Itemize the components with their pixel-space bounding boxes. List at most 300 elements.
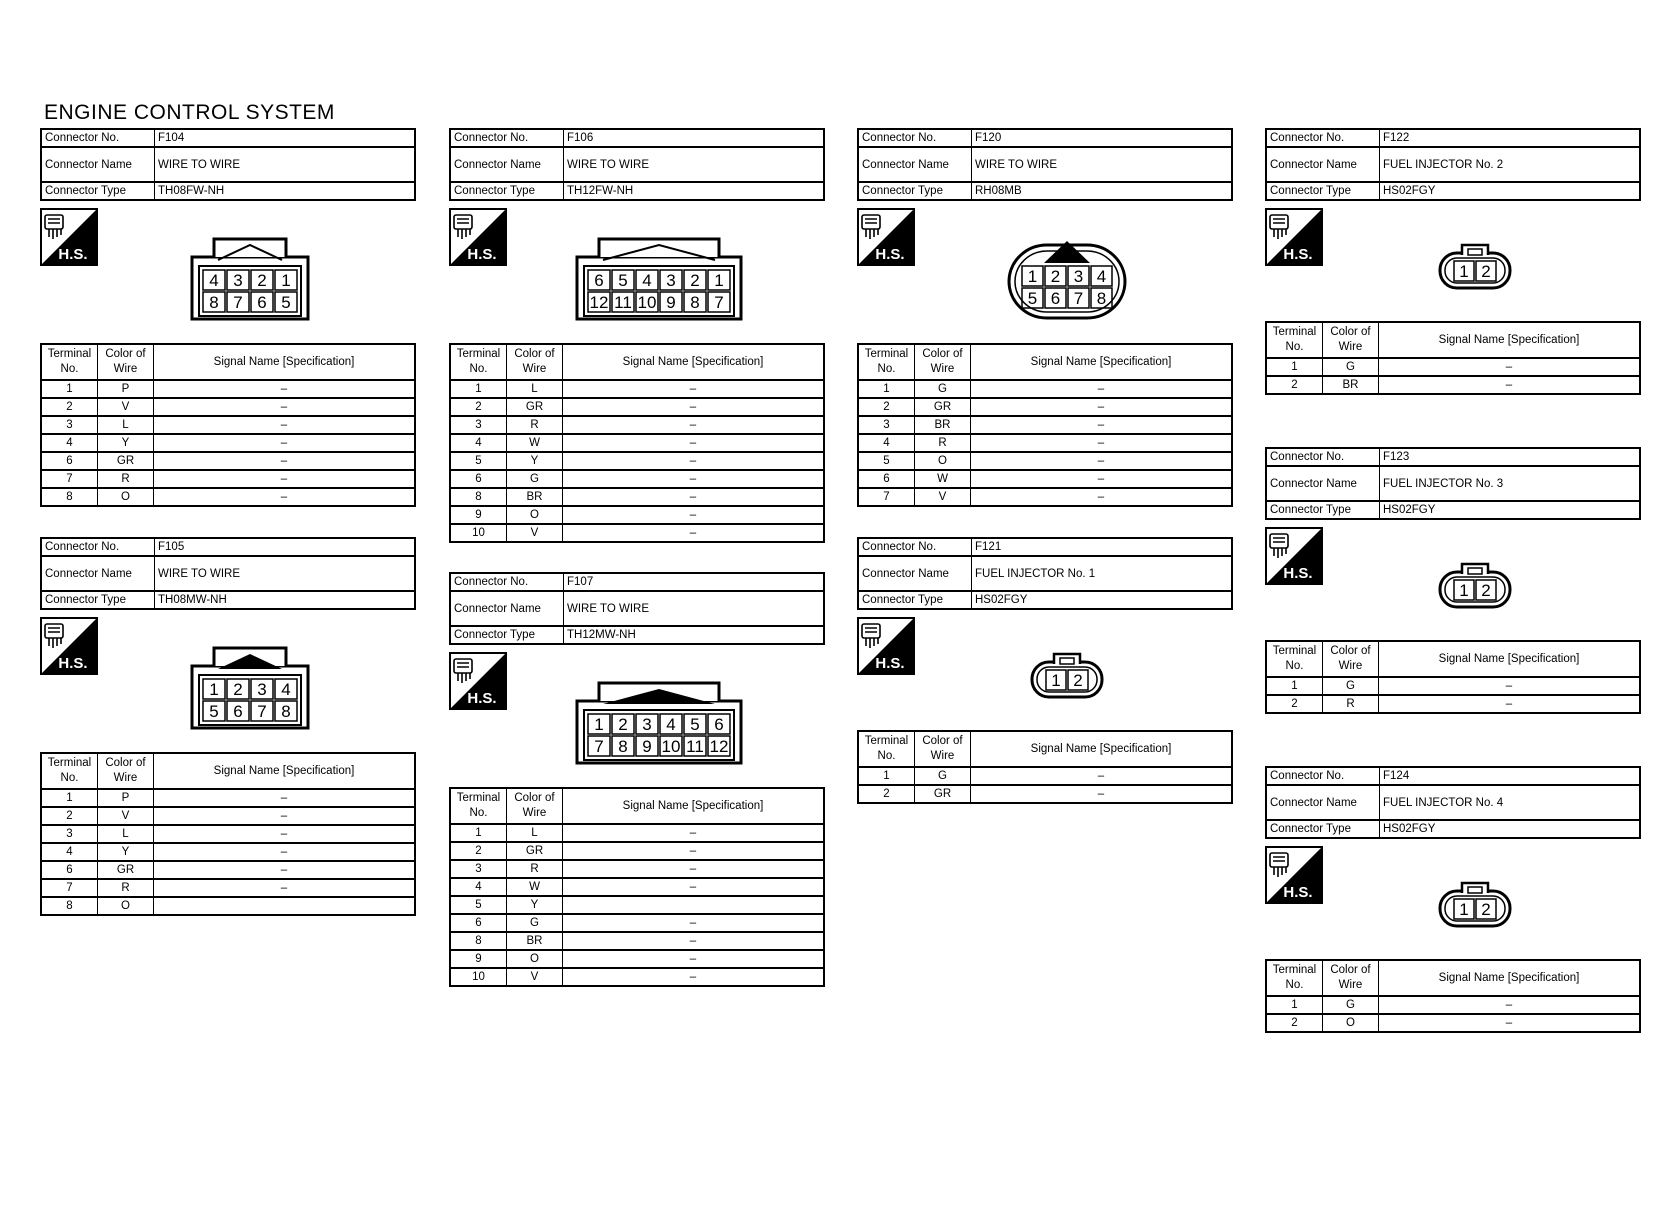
signal-name: –	[154, 879, 416, 897]
terminal-row	[1266, 358, 1640, 376]
wire-color: V	[507, 524, 563, 542]
wire-color: G	[915, 767, 971, 785]
terminal-no: 1	[1266, 358, 1323, 376]
header-value-no: F105	[155, 538, 416, 556]
terminal-row	[450, 524, 824, 542]
terminal-row	[858, 416, 1232, 434]
signal-name-header: Signal Name [Specification]	[1379, 322, 1641, 358]
terminal-row	[858, 470, 1232, 488]
signal-name: –	[563, 932, 825, 950]
pin-number: 4	[1096, 267, 1107, 286]
wire-color: GR	[915, 785, 971, 803]
terminal-no: 2	[858, 785, 915, 803]
connector-block-f107	[449, 572, 825, 987]
pin-number: 3	[233, 271, 243, 290]
pin-number: 3	[666, 271, 676, 290]
connector-block-f106	[449, 128, 825, 543]
pin-number: 8	[1096, 289, 1107, 308]
header-value-no: F122	[1380, 129, 1641, 147]
signal-name: –	[971, 416, 1233, 434]
wire-color: G	[1323, 996, 1379, 1014]
pin-number: 6	[233, 702, 243, 721]
header-value-name: FUEL INJECTOR No. 1	[972, 556, 1233, 591]
connector-header-table	[449, 572, 825, 645]
header-row	[1266, 182, 1640, 200]
signal-name: –	[971, 767, 1233, 785]
color-of-wire-header: Color of Wire	[915, 344, 971, 380]
header-row	[41, 147, 415, 182]
header-value-type: TH12MW-NH	[564, 626, 825, 644]
hs-label: H.S.	[467, 690, 497, 707]
signal-name	[563, 896, 825, 914]
terminal-row	[450, 860, 824, 878]
header-row	[858, 556, 1232, 591]
terminal-no: 6	[41, 452, 98, 470]
terminal-row	[450, 932, 824, 950]
signal-name-header: Signal Name [Specification]	[1379, 641, 1641, 677]
connector-header-table	[449, 128, 825, 201]
wire-color: O	[98, 488, 154, 506]
terminal-row	[41, 398, 415, 416]
header-value-type: TH12FW-NH	[564, 182, 825, 200]
pin-number: 5	[1027, 289, 1038, 308]
pin-number: 2	[257, 271, 267, 290]
header-value-type: HS02FGY	[1380, 501, 1641, 519]
header-value-type: HS02FGY	[1380, 182, 1641, 200]
terminal-no: 4	[858, 434, 915, 452]
header-value-type: TH08FW-NH	[155, 182, 416, 200]
wire-color: V	[98, 398, 154, 416]
terminal-table	[857, 343, 1233, 507]
terminal-row	[1266, 677, 1640, 695]
pin-number: 1	[209, 680, 219, 699]
terminal-no: 10	[450, 524, 507, 542]
terminal-no: 4	[41, 434, 98, 452]
header-label: Connector Type	[858, 182, 972, 200]
header-row	[1266, 785, 1640, 820]
signal-name: –	[154, 452, 416, 470]
terminal-no: 1	[1266, 996, 1323, 1014]
header-row	[450, 147, 824, 182]
header-row	[1266, 767, 1640, 785]
wire-color: G	[507, 470, 563, 488]
terminal-no: 9	[450, 506, 507, 524]
pin-number: 4	[281, 680, 291, 699]
pin-number: 2	[618, 715, 628, 734]
header-label: Connector No.	[41, 538, 155, 556]
wire-color: R	[507, 416, 563, 434]
hs-label: H.S.	[875, 246, 905, 263]
signal-name: –	[563, 380, 825, 398]
connector-header-table	[40, 128, 416, 201]
wire-color: GR	[507, 398, 563, 416]
terminal-no-header: Terminal No.	[41, 753, 98, 789]
terminal-no: 4	[450, 434, 507, 452]
pin-number: 5	[281, 293, 291, 312]
wire-color: R	[98, 879, 154, 897]
terminal-no-header: Terminal No.	[858, 344, 915, 380]
pin-number: 4	[666, 715, 676, 734]
terminal-no: 5	[450, 896, 507, 914]
terminal-row	[41, 380, 415, 398]
signal-name-header: Signal Name [Specification]	[1379, 960, 1641, 996]
header-row	[1266, 147, 1640, 182]
pin-number: 7	[1073, 289, 1084, 308]
terminal-row	[41, 416, 415, 434]
signal-name: –	[563, 416, 825, 434]
header-label: Connector Type	[1266, 501, 1380, 519]
header-label: Connector Type	[858, 591, 972, 609]
signal-name-header: Signal Name [Specification]	[154, 753, 416, 789]
header-row	[450, 626, 824, 644]
signal-name: –	[563, 914, 825, 932]
signal-name: –	[563, 878, 825, 896]
color-of-wire-header: Color of Wire	[507, 788, 563, 824]
pin-number: 3	[1073, 267, 1084, 286]
header-value-type: HS02FGY	[972, 591, 1233, 609]
header-label: Connector Type	[450, 182, 564, 200]
header-label: Connector Name	[450, 147, 564, 182]
pin-number: 8	[281, 702, 291, 721]
signal-name: –	[154, 434, 416, 452]
connector-figure	[40, 610, 416, 752]
terminal-table	[857, 730, 1233, 804]
terminal-no: 1	[858, 767, 915, 785]
header-value-no: F120	[972, 129, 1233, 147]
connector-figure	[40, 201, 416, 343]
pin-number: 7	[594, 737, 604, 756]
header-value-name: FUEL INJECTOR No. 2	[1380, 147, 1641, 182]
hs-label: H.S.	[58, 246, 88, 263]
wire-color: O	[1323, 1014, 1379, 1032]
terminal-no: 7	[858, 488, 915, 506]
header-label: Connector Type	[41, 182, 155, 200]
terminal-no: 6	[450, 470, 507, 488]
pin-number: 12	[589, 293, 609, 312]
header-row	[858, 182, 1232, 200]
pin-number: 6	[714, 715, 724, 734]
wire-color: L	[507, 380, 563, 398]
signal-name-header: Signal Name [Specification]	[971, 344, 1233, 380]
terminal-row	[858, 398, 1232, 416]
header-value-type: HS02FGY	[1380, 820, 1641, 838]
connector-face-diagram	[1029, 650, 1105, 700]
header-label: Connector No.	[1266, 448, 1380, 466]
header-row	[41, 538, 415, 556]
terminal-no: 2	[858, 398, 915, 416]
header-label: Connector No.	[450, 573, 564, 591]
header-value-name: WIRE TO WIRE	[155, 147, 416, 182]
pin-number: 5	[690, 715, 700, 734]
terminal-table	[449, 343, 825, 543]
terminal-no-header: Terminal No.	[858, 731, 915, 767]
connector-block-f122	[1265, 128, 1641, 395]
terminal-row	[858, 380, 1232, 398]
header-label: Connector No.	[41, 129, 155, 147]
color-of-wire-header: Color of Wire	[98, 753, 154, 789]
pin-number: 2	[1073, 671, 1083, 690]
signal-name: –	[971, 452, 1233, 470]
terminal-no: 3	[858, 416, 915, 434]
terminal-row	[41, 470, 415, 488]
wire-color: GR	[507, 842, 563, 860]
terminal-row	[41, 434, 415, 452]
terminal-no: 1	[41, 380, 98, 398]
pin-number: 1	[594, 715, 604, 734]
wire-color: G	[1323, 358, 1379, 376]
terminal-no: 8	[41, 897, 98, 915]
header-value-name: WIRE TO WIRE	[155, 556, 416, 591]
wire-color: O	[507, 506, 563, 524]
pin-number: 7	[714, 293, 724, 312]
signal-name: –	[154, 470, 416, 488]
color-of-wire-header: Color of Wire	[1323, 641, 1379, 677]
pin-number: 2	[1481, 262, 1491, 281]
header-value-type: RH08MB	[972, 182, 1233, 200]
harness-side-icon	[857, 208, 915, 266]
header-label: Connector No.	[1266, 767, 1380, 785]
terminal-row	[450, 470, 824, 488]
terminal-header-row	[1266, 960, 1640, 996]
pin-number: 7	[257, 702, 267, 721]
terminal-no: 1	[858, 380, 915, 398]
header-value-no: F124	[1380, 767, 1641, 785]
wire-color: BR	[915, 416, 971, 434]
header-row	[450, 591, 824, 626]
wire-color: G	[915, 380, 971, 398]
pin-number: 10	[637, 293, 657, 312]
terminal-no: 4	[41, 843, 98, 861]
hs-label: H.S.	[875, 655, 905, 672]
connector-face-diagram	[1006, 235, 1128, 321]
wire-color: P	[98, 380, 154, 398]
page-title: ENGINE CONTROL SYSTEM	[44, 101, 335, 124]
harness-side-icon	[1265, 846, 1323, 904]
harness-side-icon	[1265, 208, 1323, 266]
terminal-no: 3	[41, 416, 98, 434]
pin-number: 1	[1027, 267, 1038, 286]
signal-name: –	[563, 506, 825, 524]
terminal-no-header: Terminal No.	[450, 344, 507, 380]
terminal-no-header: Terminal No.	[1266, 322, 1323, 358]
signal-name: –	[154, 488, 416, 506]
pin-number: 8	[690, 293, 700, 312]
color-of-wire-header: Color of Wire	[507, 344, 563, 380]
header-value-no: F107	[564, 573, 825, 591]
terminal-row	[450, 398, 824, 416]
connector-face-diagram	[1437, 241, 1513, 291]
connector-face-diagram	[1437, 560, 1513, 610]
terminal-no: 10	[450, 968, 507, 986]
signal-name: –	[1379, 1014, 1641, 1032]
wire-color: R	[1323, 695, 1379, 713]
header-row	[450, 573, 824, 591]
terminal-row	[450, 968, 824, 986]
pin-number: 2	[1050, 267, 1061, 286]
wire-color: GR	[98, 861, 154, 879]
harness-side-icon	[857, 617, 915, 675]
signal-name: –	[1379, 695, 1641, 713]
terminal-row	[858, 488, 1232, 506]
header-label: Connector Type	[1266, 182, 1380, 200]
header-row	[858, 147, 1232, 182]
terminal-no-header: Terminal No.	[1266, 641, 1323, 677]
wire-color: O	[915, 452, 971, 470]
pin-number: 3	[257, 680, 267, 699]
terminal-row	[41, 452, 415, 470]
terminal-table	[1265, 321, 1641, 395]
terminal-row	[450, 452, 824, 470]
connector-header-table	[857, 128, 1233, 201]
terminal-no: 8	[41, 488, 98, 506]
connector-block-f104	[40, 128, 416, 507]
pin-number: 2	[233, 680, 243, 699]
pin-number: 10	[661, 737, 681, 756]
terminal-no: 7	[41, 470, 98, 488]
wire-color: W	[507, 878, 563, 896]
terminal-row	[858, 434, 1232, 452]
pin-number: 1	[1051, 671, 1061, 690]
terminal-row	[41, 825, 415, 843]
terminal-no: 2	[450, 398, 507, 416]
wire-color: Y	[98, 434, 154, 452]
signal-name-header: Signal Name [Specification]	[154, 344, 416, 380]
header-row	[858, 591, 1232, 609]
signal-name: –	[1379, 376, 1641, 394]
pin-number: 11	[686, 737, 704, 756]
header-label: Connector Name	[858, 147, 972, 182]
signal-name: –	[154, 789, 416, 807]
terminal-table	[1265, 640, 1641, 714]
header-row	[41, 182, 415, 200]
terminal-no: 6	[450, 914, 507, 932]
signal-name: –	[563, 452, 825, 470]
signal-name: –	[563, 950, 825, 968]
signal-name	[154, 897, 416, 915]
hs-label: H.S.	[1283, 246, 1313, 263]
terminal-header-row	[41, 344, 415, 380]
signal-name: –	[563, 824, 825, 842]
pin-number: 6	[1050, 289, 1061, 308]
pin-number: 4	[642, 271, 652, 290]
wire-color: V	[915, 488, 971, 506]
terminal-no: 4	[450, 878, 507, 896]
terminal-row	[1266, 996, 1640, 1014]
pin-number: 2	[1481, 581, 1491, 600]
terminal-row	[41, 807, 415, 825]
header-value-name: WIRE TO WIRE	[564, 591, 825, 626]
header-label: Connector Name	[41, 147, 155, 182]
terminal-row	[450, 434, 824, 452]
header-label: Connector Name	[450, 591, 564, 626]
header-label: Connector Type	[1266, 820, 1380, 838]
wire-color: Y	[98, 843, 154, 861]
terminal-no: 5	[450, 452, 507, 470]
terminal-no: 1	[1266, 677, 1323, 695]
terminal-no: 3	[41, 825, 98, 843]
terminal-no-header: Terminal No.	[1266, 960, 1323, 996]
header-row	[450, 182, 824, 200]
terminal-row	[41, 488, 415, 506]
terminal-row	[450, 878, 824, 896]
connector-figure	[449, 645, 825, 787]
signal-name: –	[563, 434, 825, 452]
signal-name: –	[154, 416, 416, 434]
connector-face-diagram	[188, 235, 312, 323]
header-row	[41, 591, 415, 609]
terminal-header-row	[1266, 322, 1640, 358]
connector-face-diagram	[1437, 879, 1513, 929]
connector-header-table	[40, 537, 416, 610]
signal-name: –	[154, 825, 416, 843]
header-value-no: F104	[155, 129, 416, 147]
connector-header-table	[1265, 128, 1641, 201]
terminal-header-row	[858, 731, 1232, 767]
connector-face-diagram	[573, 679, 745, 767]
color-of-wire-header: Color of Wire	[1323, 960, 1379, 996]
pin-number: 8	[209, 293, 219, 312]
terminal-header-row	[450, 788, 824, 824]
terminal-row	[450, 842, 824, 860]
header-value-no: F121	[972, 538, 1233, 556]
terminal-row	[450, 896, 824, 914]
terminal-no: 8	[450, 932, 507, 950]
connector-block-f121	[857, 537, 1233, 804]
hs-label: H.S.	[1283, 884, 1313, 901]
terminal-no-header: Terminal No.	[450, 788, 507, 824]
terminal-no: 5	[858, 452, 915, 470]
wire-color: R	[98, 470, 154, 488]
color-of-wire-header: Color of Wire	[98, 344, 154, 380]
wire-color: L	[98, 825, 154, 843]
pin-number: 6	[257, 293, 267, 312]
terminal-header-row	[450, 344, 824, 380]
pin-number: 5	[209, 702, 219, 721]
signal-name: –	[1379, 996, 1641, 1014]
connector-figure	[1265, 201, 1641, 321]
wire-color: V	[507, 968, 563, 986]
header-row	[41, 129, 415, 147]
terminal-no: 2	[41, 807, 98, 825]
signal-name: –	[971, 380, 1233, 398]
terminal-table	[40, 752, 416, 916]
header-label: Connector Type	[41, 591, 155, 609]
pin-number: 6	[594, 271, 604, 290]
terminal-row	[450, 380, 824, 398]
terminal-header-row	[1266, 641, 1640, 677]
connector-figure	[1265, 520, 1641, 640]
signal-name: –	[563, 968, 825, 986]
pin-number: 7	[233, 293, 243, 312]
signal-name: –	[563, 488, 825, 506]
pin-number: 4	[209, 271, 219, 290]
signal-name-header: Signal Name [Specification]	[971, 731, 1233, 767]
terminal-no: 2	[41, 398, 98, 416]
signal-name: –	[563, 398, 825, 416]
wire-color: GR	[98, 452, 154, 470]
terminal-row	[450, 950, 824, 968]
header-label: Connector No.	[858, 129, 972, 147]
terminal-row	[41, 789, 415, 807]
terminal-no: 1	[41, 789, 98, 807]
wire-color: L	[507, 824, 563, 842]
connector-figure	[857, 610, 1233, 730]
pin-number: 1	[1459, 262, 1469, 281]
signal-name: –	[971, 470, 1233, 488]
terminal-row	[41, 843, 415, 861]
wire-color: BR	[1323, 376, 1379, 394]
terminal-row	[450, 488, 824, 506]
